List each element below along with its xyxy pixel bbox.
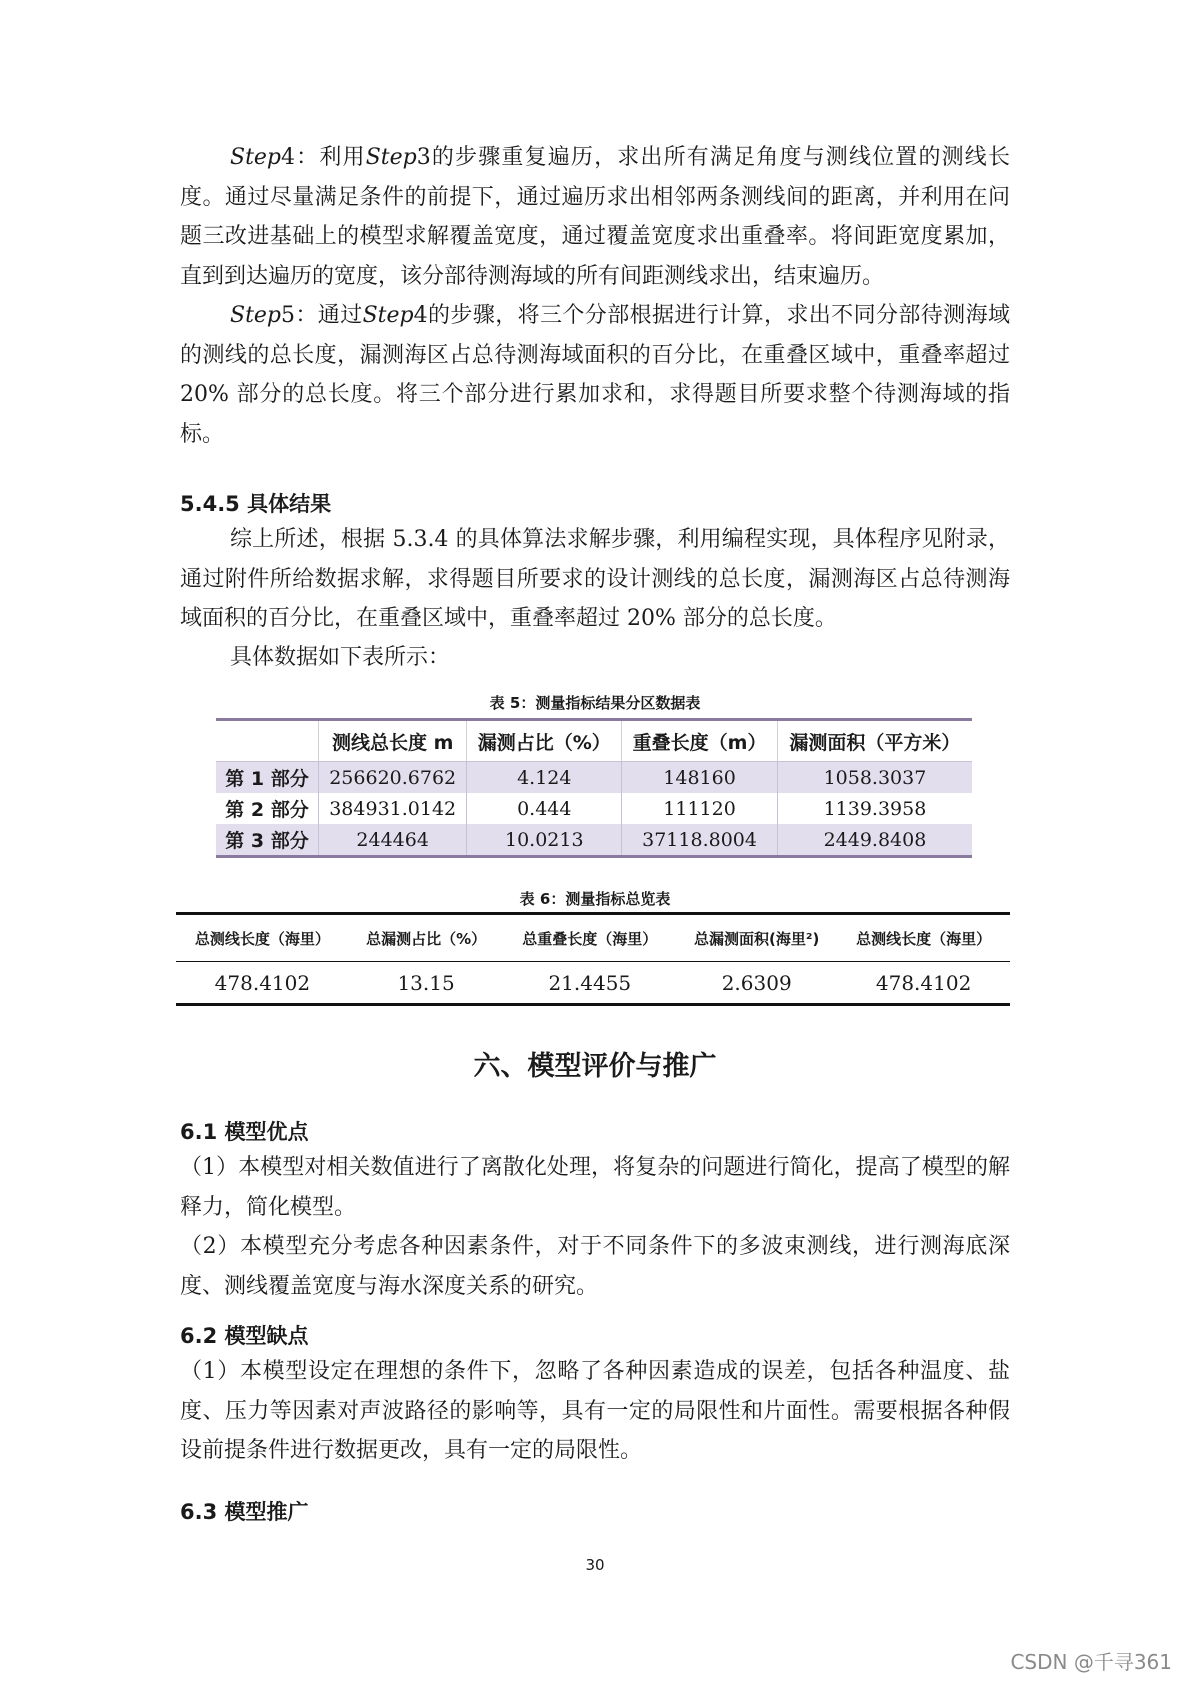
table6-header-cell: 总漏测占比（%） <box>349 914 504 962</box>
page-number: 30 <box>585 1556 605 1574</box>
section-545-paragraph: 综上所述，根据 5.3.4 的具体算法求解步骤，利用编程实现，具体程序见附录，通过附件所给数据求解，求得题目所要求的设计测线的总长度，漏测海区占总待测海域面积的百分比，在重叠区域中，重叠率超过 20% 部分的总长度。 <box>180 527 1010 631</box>
step4-separator: ：利用 <box>295 145 366 170</box>
table5 <box>216 718 972 858</box>
step4-number: 4 <box>281 145 296 170</box>
table6-header-cell: 总测线长度（海里） <box>176 914 349 962</box>
step4-paragraph <box>180 138 1010 296</box>
step5-ref-label: Step <box>362 303 414 328</box>
table5-header-row <box>216 720 972 762</box>
table5-header-cell <box>216 720 319 762</box>
table-row <box>216 824 972 857</box>
table6-header-row <box>176 914 1010 962</box>
chapter-title: 六、模型评价与推广 <box>473 1051 717 1082</box>
step5-label: Step <box>230 303 282 328</box>
section-61-heading: 6.1 模型优点 <box>180 1120 309 1144</box>
table6-caption: 表 6：测量指标总览表 <box>519 890 671 908</box>
section-62-item1: （1）本模型设定在理想的条件下，忽略了各种因素造成的误差，包括各种温度、盐度、压力等因素对声波路径的影响等，具有一定的局限性和片面性。需要根据各种假设前提条件进行数据更改，具有一定的局限性。 <box>180 1359 1010 1463</box>
table5-cell: 384931.0142 <box>319 793 467 824</box>
table5-caption: 表 5：测量指标结果分区数据表 <box>489 694 701 712</box>
section-62-heading: 6.2 模型缺点 <box>180 1324 309 1348</box>
table5-cell: 244464 <box>319 824 467 857</box>
table-row <box>176 962 1010 1005</box>
table5-row-label: 第 2 部分 <box>216 793 319 824</box>
table6-cell: 13.15 <box>349 962 504 1005</box>
table6-header-cell: 总重叠长度（海里） <box>503 914 676 962</box>
table6-cell: 2.6309 <box>676 962 837 1005</box>
step5-text: 的步骤，将三个分部根据进行计算，求出不同分部待测海域的测线的总长度，漏测海区占总待测海域面积的百分比，在重叠区域中，重叠率超过 20% 部分的总长度。将三个部分进行累加求和，求得题目所要求整个待测海域的指标。 <box>180 303 1010 447</box>
section-545-heading: 5.4.5 具体结果 <box>180 492 332 516</box>
table-row <box>216 793 972 824</box>
table5-cell: 1058.3037 <box>777 762 972 794</box>
step5-separator: ：通过 <box>295 303 363 328</box>
table5-header-cell: 重叠长度（m） <box>622 720 778 762</box>
table5-cell: 0.444 <box>467 793 622 824</box>
section-61-item1: （1）本模型对相关数值进行了离散化处理，将复杂的问题进行简化，提高了模型的解释力，简化模型。 <box>180 1155 1010 1220</box>
table5-cell: 1139.3958 <box>777 793 972 824</box>
table5-row-label: 第 1 部分 <box>216 762 319 794</box>
table5-cell: 37118.8004 <box>622 824 778 857</box>
section-61-item2: （2）本模型充分考虑各种因素条件，对于不同条件下的多波束测线，进行测海底深度、测线覆盖宽度与海水深度关系的研究。 <box>180 1234 1010 1299</box>
step5-paragraph <box>180 296 1010 454</box>
watermark: CSDN @千寻361 <box>1010 1650 1172 1674</box>
table5-row-label: 第 3 部分 <box>216 824 319 857</box>
table5-cell: 256620.6762 <box>319 762 467 794</box>
table5-cell: 4.124 <box>467 762 622 794</box>
step4-text: 的步骤重复遍历，求出所有满足角度与测线位置的测线长度。通过尽量满足条件的前提下，通过遍历求出相邻两条测线间的距离，并利用在问题三改进基础上的模型求解覆盖宽度，通过覆盖宽度求出重叠率。将间距宽度累加，直到到达遍历的宽度，该分部待测海域的所有间距测线求出，结束遍历。 <box>180 145 1010 289</box>
table5-cell: 10.0213 <box>467 824 622 857</box>
table6-cell: 478.4102 <box>837 962 1010 1005</box>
table-intro-line: 具体数据如下表所示： <box>230 645 451 670</box>
table5-cell: 111120 <box>622 793 778 824</box>
table6-cell: 478.4102 <box>176 962 349 1005</box>
table5-cell: 148160 <box>622 762 778 794</box>
table-row <box>216 762 972 794</box>
step5-ref-number: 4 <box>413 303 428 328</box>
table6 <box>176 912 1010 1006</box>
table6-header-cell: 总测线长度（海里） <box>837 914 1010 962</box>
step4-ref-label: Step <box>365 145 417 170</box>
table5-cell: 2449.8408 <box>777 824 972 857</box>
table6-cell: 21.4455 <box>503 962 676 1005</box>
step5-number: 5 <box>281 303 296 328</box>
step4-label: Step <box>230 145 282 170</box>
step4-ref-number: 3 <box>416 145 431 170</box>
table5-header-cell: 漏测面积（平方米） <box>777 720 972 762</box>
table6-header-cell: 总漏测面积(海里²) <box>676 914 837 962</box>
table5-header-cell: 测线总长度 m <box>319 720 467 762</box>
table5-header-cell: 漏测占比（%） <box>467 720 622 762</box>
section-63-heading: 6.3 模型推广 <box>180 1500 309 1524</box>
